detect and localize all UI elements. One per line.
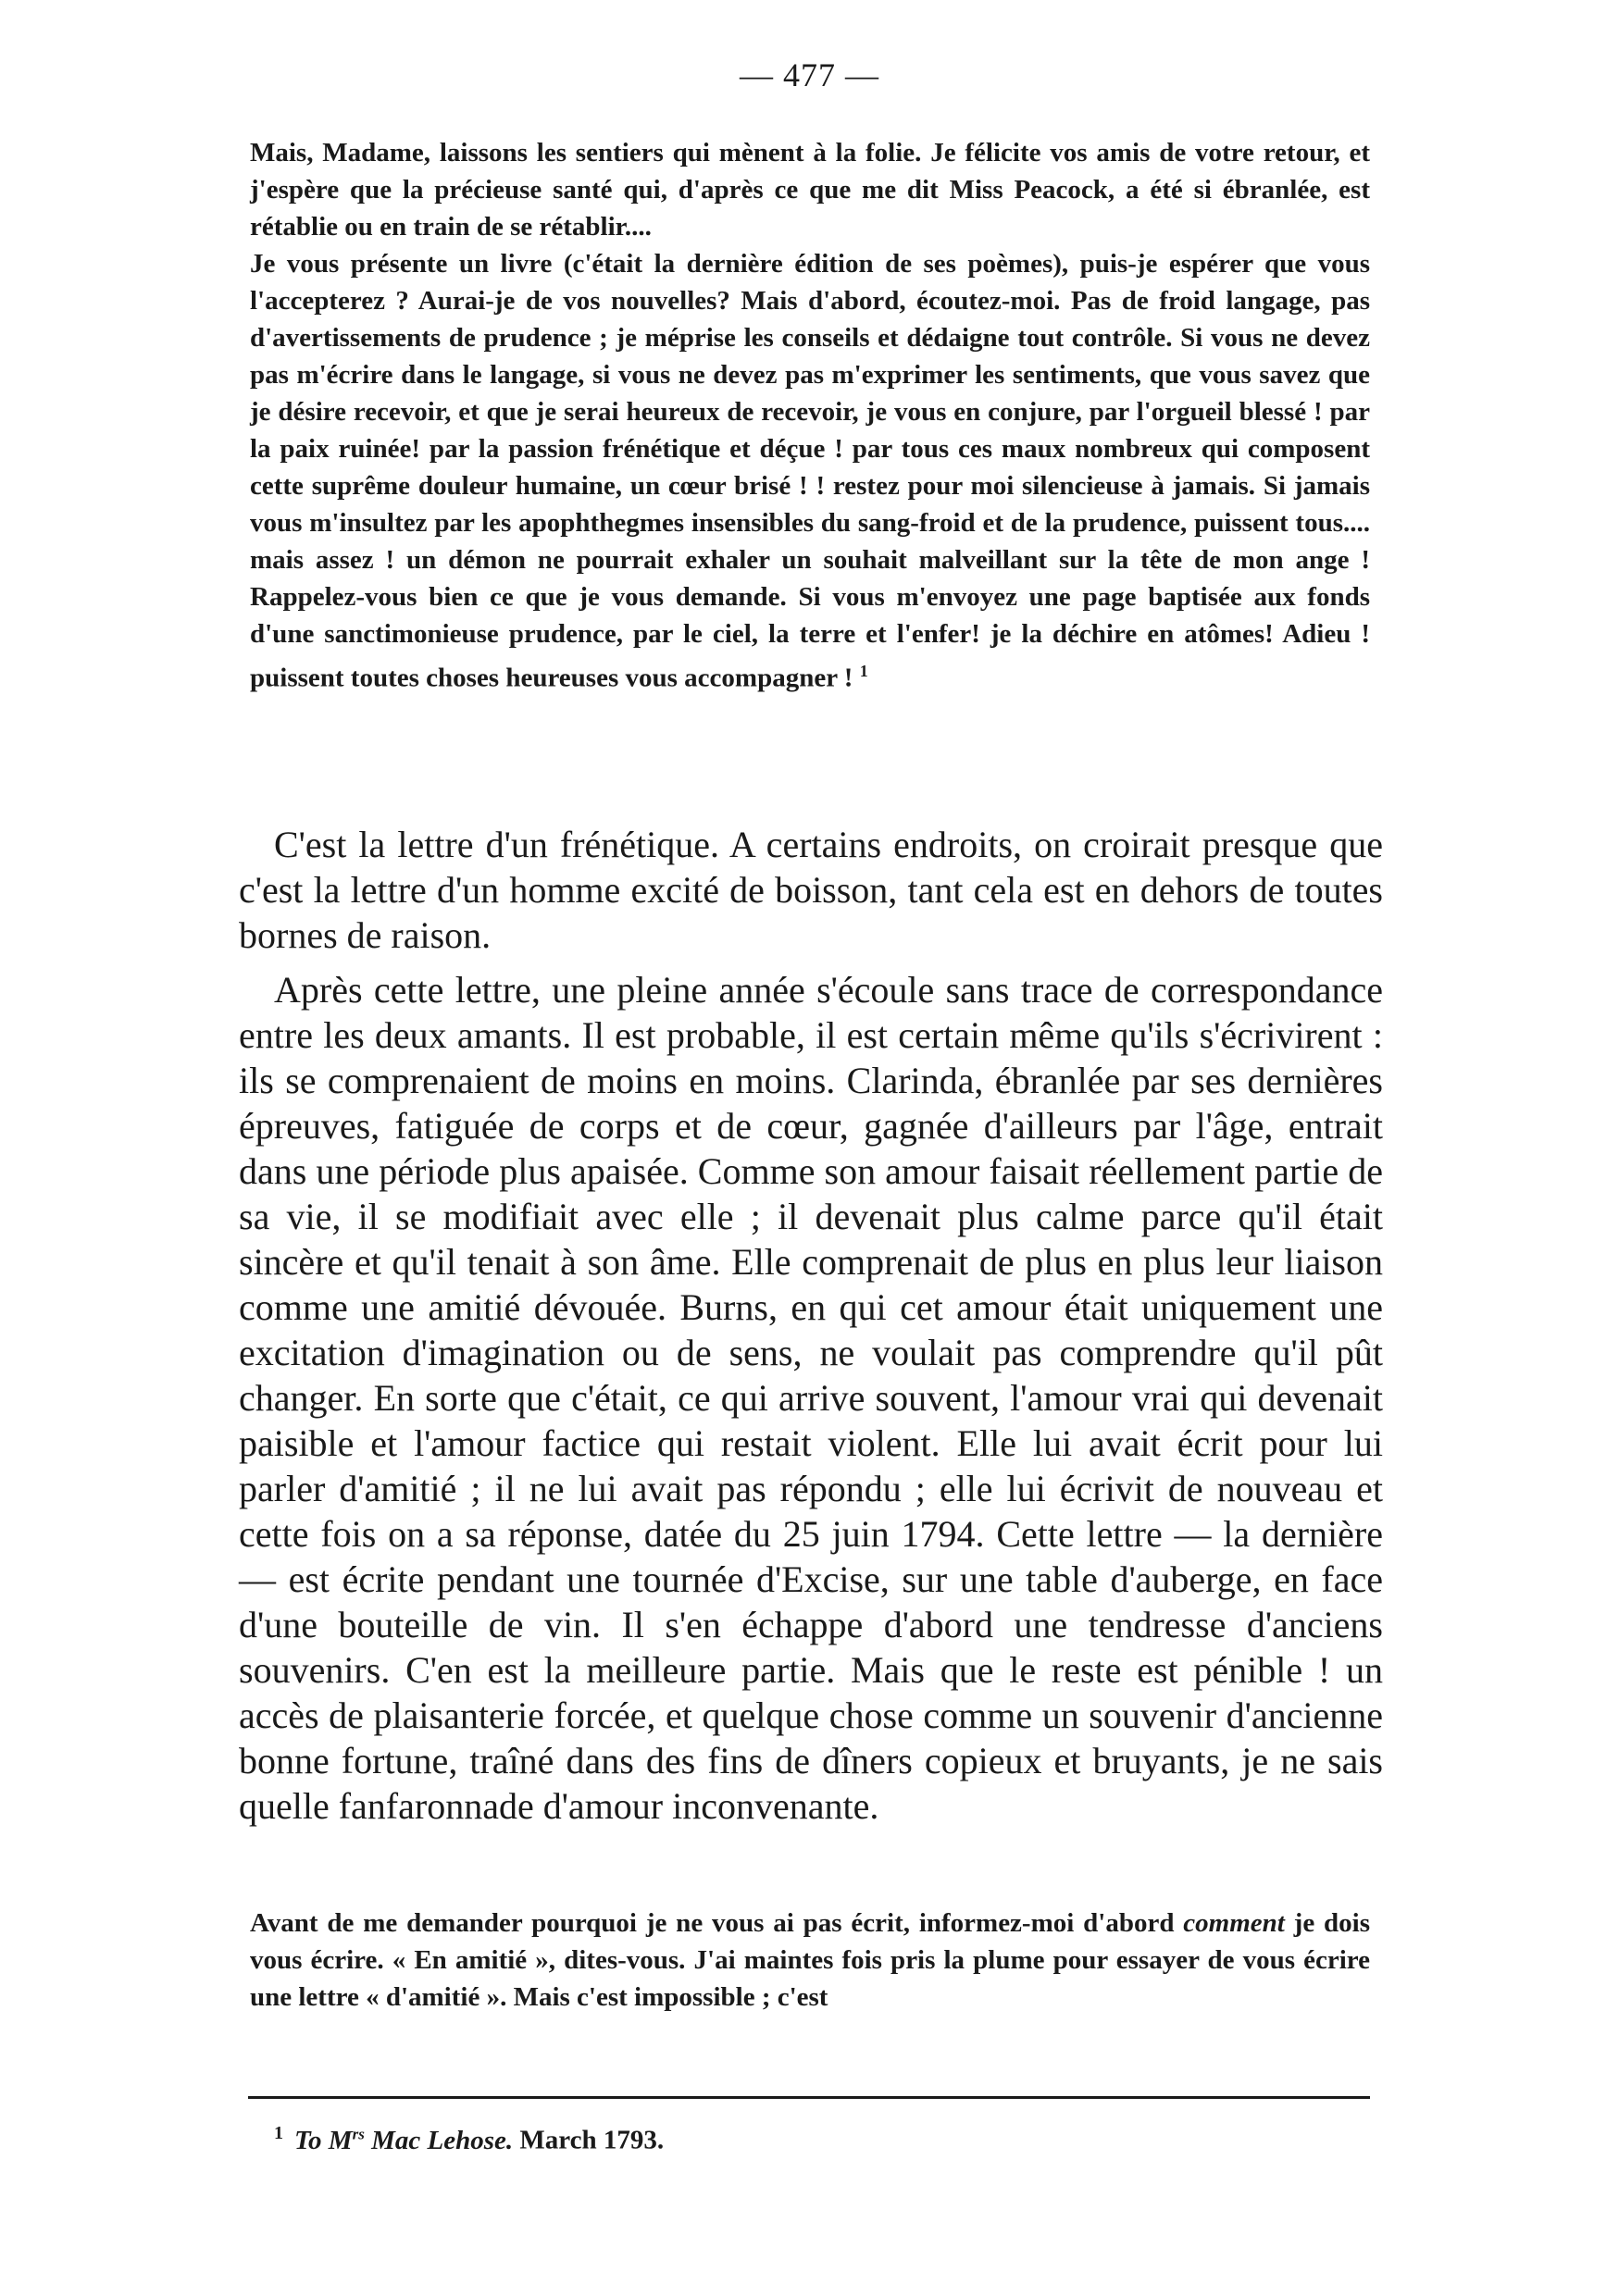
footnote-name: Mac Lehose. — [371, 2125, 514, 2155]
footnote-to: To M — [294, 2125, 353, 2155]
quote-paragraph — [250, 1905, 1370, 2016]
page-number: — 477 — — [740, 56, 879, 93]
footnote-recipient — [294, 2126, 513, 2155]
letter-quote-bottom — [250, 1905, 1370, 2016]
footnote-divider — [248, 2096, 1370, 2099]
quote-emphasis: comment — [1183, 1908, 1285, 1938]
quote-text-after: je dois vous écrire. « En amitié », dites-vous. J'ai maintes fois pris la plume pour essayer de vous écrire une lettre « d'amitié ». Mais c'est impossible ; c'est — [250, 1908, 1371, 2012]
body-text — [239, 822, 1383, 1838]
footnote-title-sup: rs — [352, 2125, 365, 2142]
quote-paragraph-text: Je vous présente un livre (c'était la dernière édition de ses poèmes), puis-je espérer que vous l'accepterez ? Aurai-je de vos nouvelles? Mais d'abord, écoutez-moi. Pas de froid langage, pas d'avertissements de prudence ; je méprise les conseils et dédaigne tout contrôle. Si vous ne devez pas m'écrire dans le langage, si vous ne devez pas m'exprimer les sentiments, que vous savez que je désire recevoir, et que je serai heureux de recevoir, je vous en conjure, par l'orgueil blessé ! par la paix ruinée! par la passion frénétique et déçue ! par tous ces maux nombreux qui composent cette suprême douleur humaine, un cœur brisé ! ! restez pour moi silencieuse à jamais. Si jamais vous m'insultez par les apophthegmes insensibles du sang-froid et de la prudence, puissent tous.... mais assez ! un démon ne pourrait exhaler un souhait malveillant sur la tête de mon ange ! Rappelez-vous bien ce que je vous demande. Si vous m'envoyez une page baptisée aux fonds d'une sanctimonieuse prudence, par le ciel, la terre et l'enfer! je la déchire en atômes! Adieu ! puissent toutes choses heureuses vous accompagner ! — [250, 249, 1370, 693]
letter-quote-top — [250, 134, 1370, 697]
body-paragraph: Après cette lettre, une pleine année s'écoule sans trace de correspondance entre les deux amants. Il est probable, il est certain même qu'ils s'écrivirent : ils se comprenaient de moins en moins. Clarinda, ébranlée par ses dernières épreuves, fatiguée de corps et de cœur, gagnée d'ailleurs par l'âge, entrait dans une période plus apaisée. Comme son amour faisait réellement partie de sa vie, il se modifiait avec elle ; il devenait plus calme parce qu'il était sincère et qu'il tenait à son âme. Elle comprenait de plus en plus leur liaison comme une amitié dévouée. Burns, en qui cet amour était uniquement une excitation d'imagination ou de sens, ne voulait pas comprendre qu'il pût changer. En sorte que c'était, ce qui arrive souvent, l'amour vrai qui devenait paisible et l'amour factice qui restait violent. Elle lui avait écrit pour lui parler d'amitié ; il ne lui avait pas répondu ; elle lui écrivit de nouveau et cette fois on a sa réponse, datée du 25 juin 1794. Cette lettre — la dernière — est écrite pendant une tournée d'Excise, sur une table d'auberge, en face d'une bouteille de vin. Il s'en échappe d'abord une tendresse d'anciens souvenirs. C'en est la meilleure partie. Mais que le reste est pénible ! un accès de plaisanterie forcée, et quelque chose comme un souvenir d'ancienne bonne fortune, traîné dans des fins de dîners copieux et bruyants, je ne sais quelle fanfaronnade d'amour inconvenante. — [239, 969, 1383, 1827]
body-paragraph: C'est la lettre d'un frénétique. A certains endroits, on croirait presque que c'est la lettre d'un homme excité de boisson, tant cela est en dehors de toutes bornes de raison. — [239, 824, 1383, 956]
footnote — [274, 2115, 664, 2159]
quote-paragraph — [250, 245, 1370, 697]
footnote-date: March 1793. — [519, 2125, 665, 2155]
quote-paragraph: Mais, Madame, laissons les sentiers qui mènent à la folie. Je félicite vos amis de votre retour, et j'espère que la précieuse santé qui, d'après ce que me dit Miss Peacock, a été si ébranlée, est rétablie ou en train de se rétablir.... — [250, 138, 1370, 242]
footnote-mark: 1 — [274, 2123, 283, 2143]
quote-text-before: Avant de me demander pourquoi je ne vous ai pas écrit, informez-moi d'abord — [250, 1908, 1184, 1938]
footnote-reference: 1 — [859, 662, 868, 680]
